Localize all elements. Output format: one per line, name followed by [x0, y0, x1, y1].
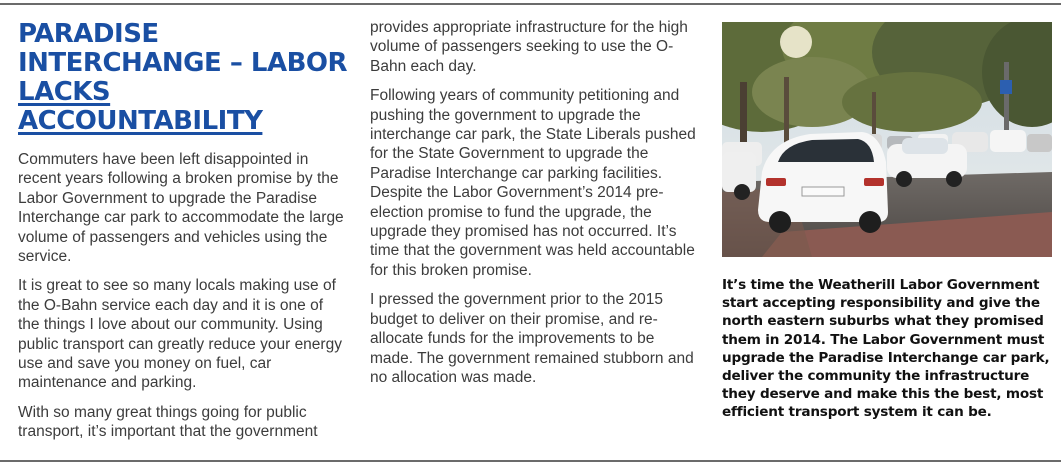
photo-car-park [722, 22, 1052, 257]
paragraph-obahn-usage: It is great to see so many locals making use of the O-Bahn service each day and it is one of the things I love about our community. Using public transport can greatly reduce your energy use and save you money on fuel, car maintenance and parking. [18, 277, 342, 392]
paragraph-budget: I pressed the government prior to the 2015 budget to deliver on their promise, and re-allocate funds for the improvements to be made. The government remained stubborn and no allocation was made. [370, 291, 694, 386]
bottom-rule [0, 460, 1061, 462]
paragraph-public-transport: With so many great things going for public transport, it’s important that the government [18, 403, 318, 441]
headline-line-2: INTERCHANGE – LABOR [18, 48, 348, 78]
paragraph-infrastructure: provides appropriate infrastructure for the high volume of passengers seeking to use the O-Bahn each day. [370, 19, 688, 75]
column-left [18, 20, 348, 452]
paragraph-petitioning: Following years of community petitioning and pushing the government to upgrade the interchange car park, the State Liberals pushed for the State Government to upgrade the Paradise Interchange car parking facilities. Despite the Labor Government’s 2014 pre-election promise to fund the upgrade, the upgrade they promised has not occurred. It’s time that the government was held accountable for this broken promise. [370, 87, 696, 279]
column-right [722, 22, 1052, 422]
paragraph-intro: Commuters have been left disappointed in recent years following a broken promise by the Labor Government to upgrade the Paradise Interchange car park to accommodate the large volume of passengers and vehicles using the service. [18, 151, 344, 266]
top-rule [0, 3, 1061, 5]
article-headline [18, 20, 348, 136]
headline-line-3: LACKS ACCOUNTABILITY [18, 77, 263, 136]
column-middle [370, 18, 700, 397]
headline-line-1: PARADISE [18, 19, 159, 49]
car-park-illustration [722, 22, 1052, 257]
photo-caption: It’s time the Weatherill Labor Government start accepting responsibility and give the north eastern suburbs what they promised them in 2014. The Labor Government must upgrade the Paradise Interchange car park, deliver the community the infrastructure they deserve and make this the best, most efficient transport system it can be. [722, 277, 1050, 421]
